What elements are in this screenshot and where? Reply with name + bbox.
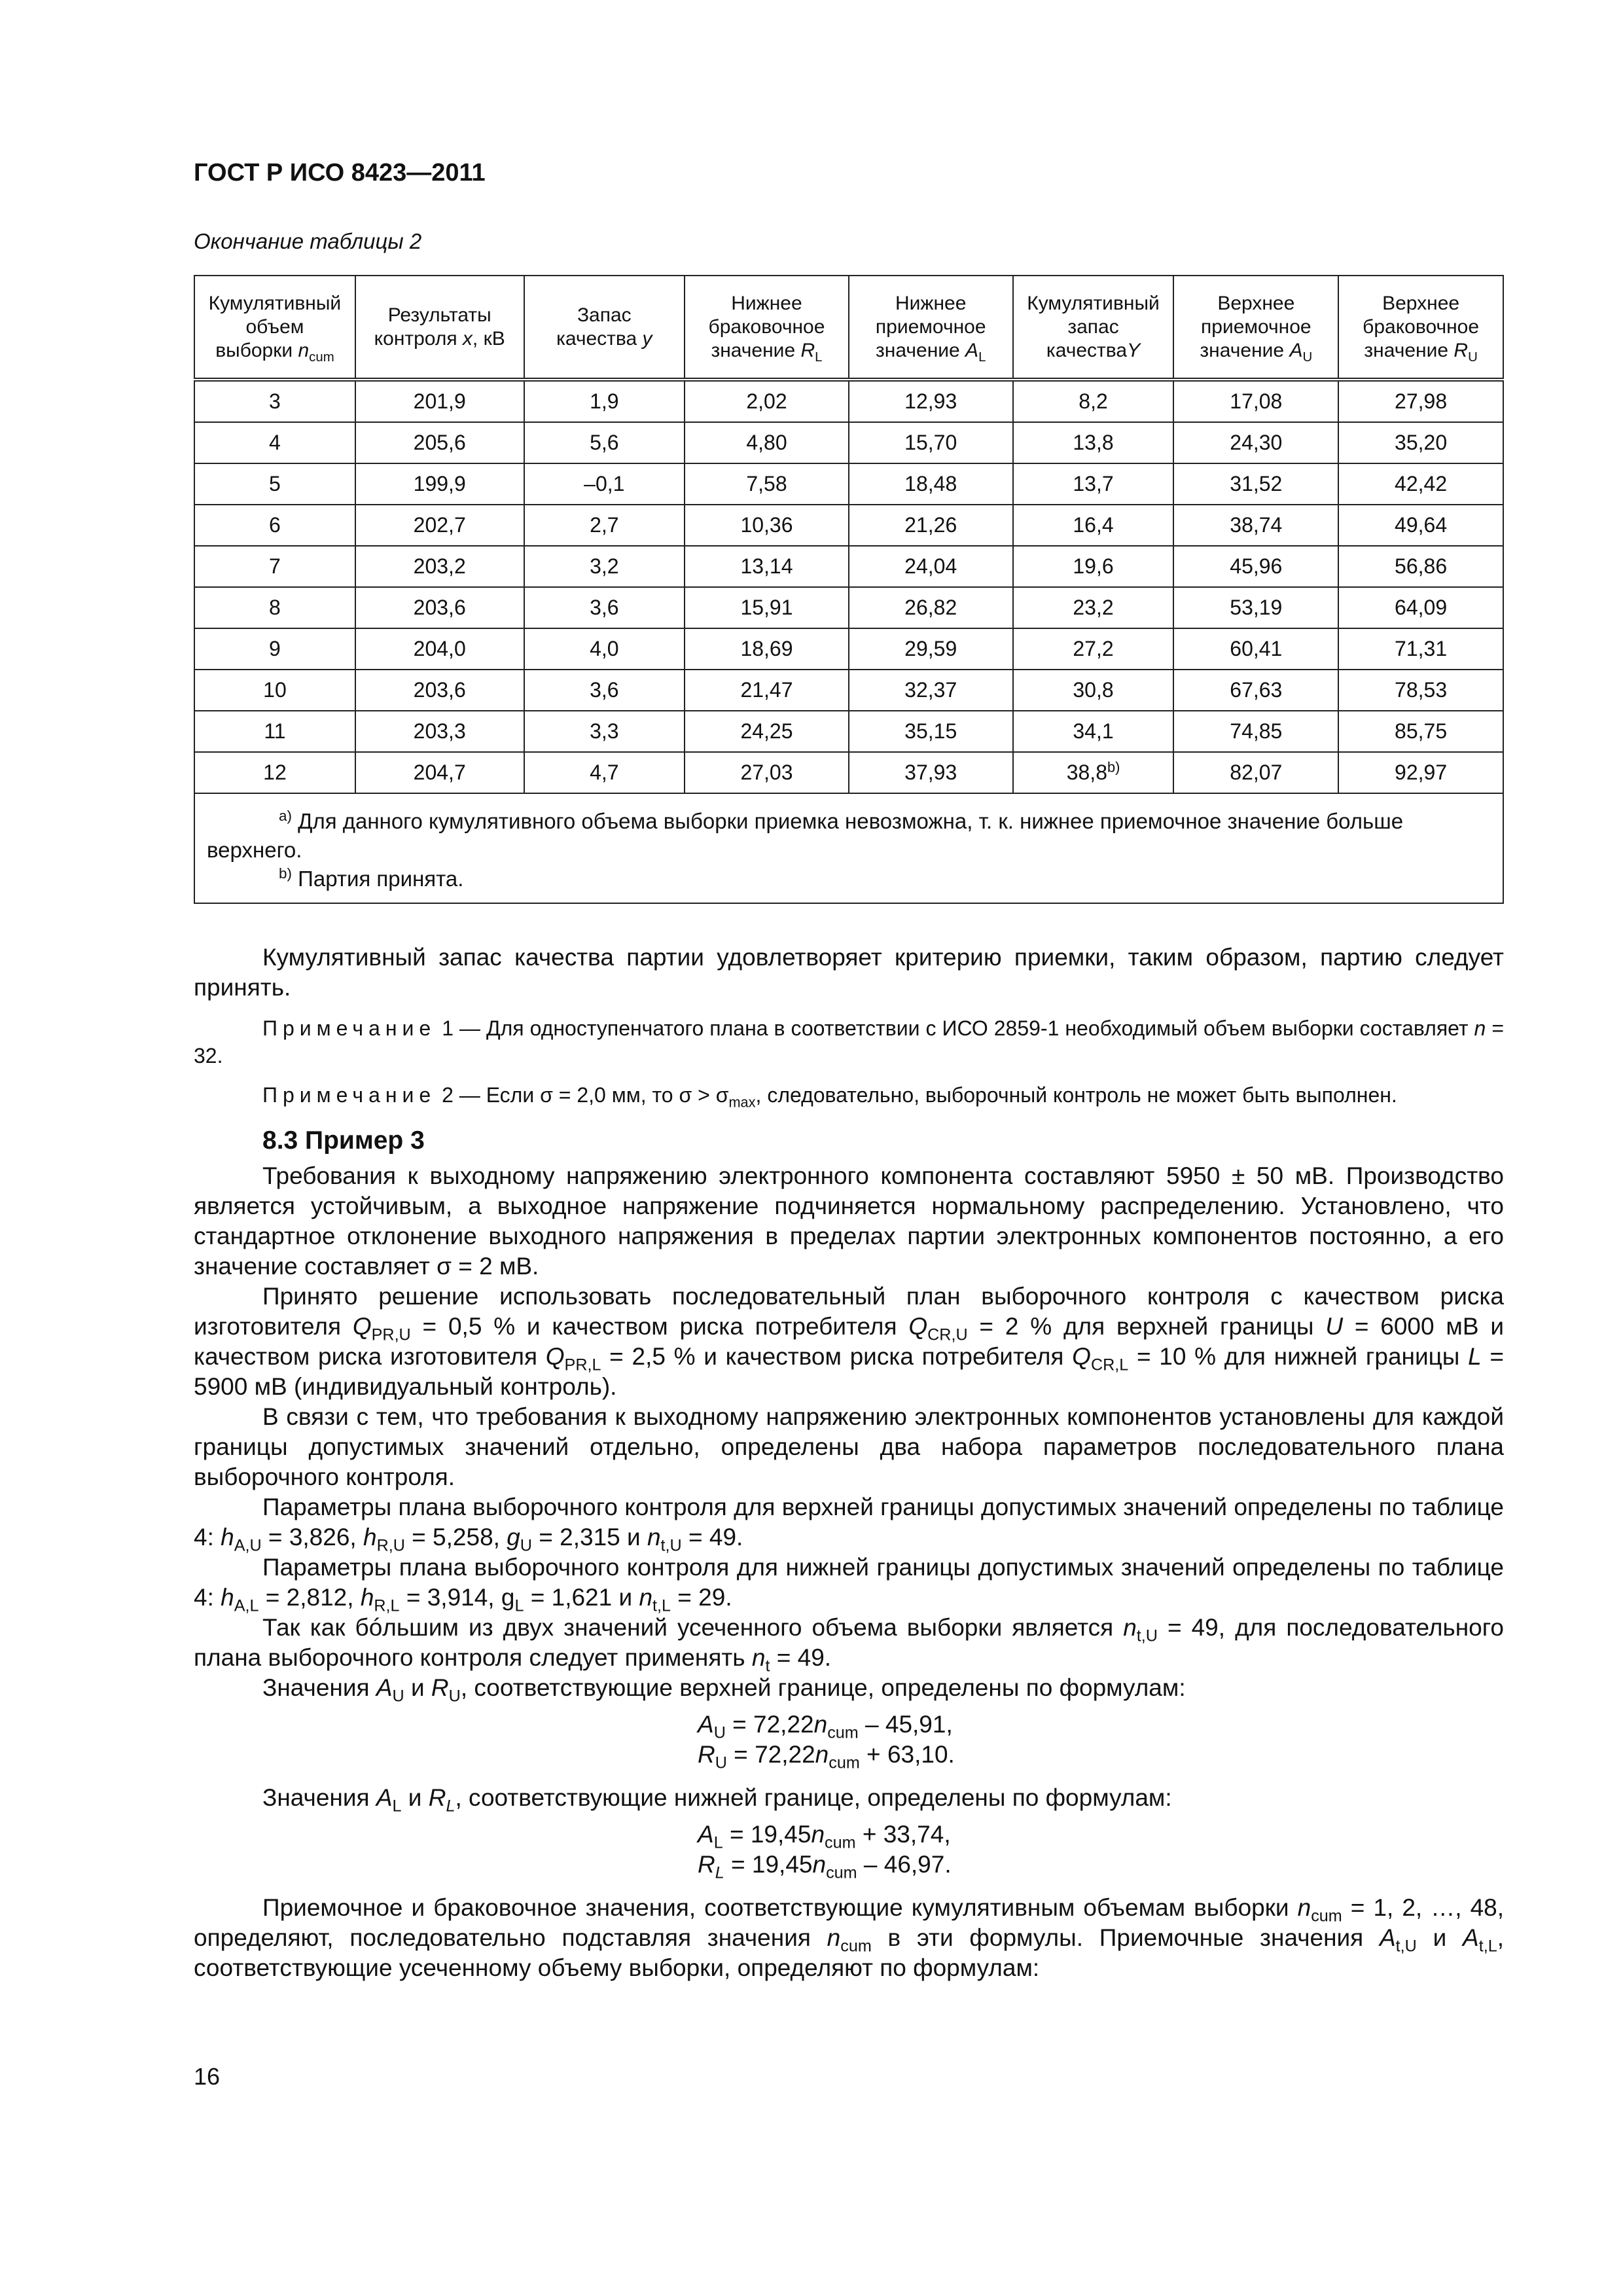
table-row [194, 505, 1503, 546]
table-cell: 31,52 [1173, 463, 1338, 505]
table-row [194, 752, 1503, 793]
paragraph: Приемочное и браковочное значения, соответствующие кумулятивным объемам выборки $n_{cum} = 1$, 2, …, 48, определяют, последовательно подставляя значения $n_{cum}$ в эти формулы. Приемочные значения $A_{t,U}$ и $A_{t,L}$, соответствующие усеченному объему выборки, определяют по формулам: [194, 1894, 1505, 1981]
table-cell: 24,30 [1173, 422, 1338, 463]
table-cell: –0,1 [524, 463, 685, 505]
document-header: ГОСТ Р ИСО 8423—2011 [194, 159, 486, 187]
table-cell: 49,64 [1338, 505, 1503, 546]
table-row [194, 670, 1503, 711]
table-cell: 56,86 [1338, 546, 1503, 587]
paragraph: Значения $A_U$ и $R_U$, соответствующие верхней границе, определены по формулам: [262, 1674, 1186, 1706]
table-cell: 67,63 [1173, 670, 1338, 711]
table-cell: 34,1 [1013, 711, 1174, 752]
table-cell: 4,0 [524, 628, 685, 670]
paragraph: Параметры плана выборочного контроля для нижней границы допустимых значений определены по таблице 4: $h_{A,L} = 2,812$, $h_{R,L} = 3,914$, $g_L = 1,621$ и $n_{t,L} = 29$. [194, 1554, 1504, 1615]
table-cell: 201,9 [355, 380, 524, 422]
table-cell: 53,19 [1173, 587, 1338, 628]
table-cell: 26,82 [849, 587, 1013, 628]
table-cell: 10,36 [685, 505, 849, 546]
column-header: Запас качества y [524, 276, 685, 380]
table-cell: 18,48 [849, 463, 1013, 505]
table-cell: 3,2 [524, 546, 685, 587]
section-title: 8.3 Пример 3 [262, 1126, 425, 1155]
table-row [194, 380, 1503, 422]
table-cell: 71,31 [1338, 628, 1503, 670]
table-cell: 3 [194, 380, 355, 422]
table-cell: 15,70 [849, 422, 1013, 463]
table-cell: 203,6 [355, 587, 524, 628]
table-cell: 199,9 [355, 463, 524, 505]
column-header: Нижнее браковочное значение $R_L$ [685, 276, 849, 380]
table-header-row [194, 276, 1503, 380]
table-cell: 3,6 [524, 670, 685, 711]
table-cell: 13,8 [1013, 422, 1174, 463]
table-cell: 7 [194, 546, 355, 587]
paragraph: В связи с тем, что требования к выходному напряжению электронных компонентов установлены для каждой границы допустимых значений отдельно, определены два набора параметров последовательного плана выборочного контроля. [194, 1403, 1504, 1490]
note-1: Примечание 1 — Для одноступенчатого плана в соответствии с ИСО 2859-1 необходимый объем выборки составляет n = 32. [194, 1016, 1505, 1067]
table-caption: Окончание таблицы 2 [194, 229, 422, 253]
table-row [194, 587, 1503, 628]
formula: $A_U = 72,22n_{cum} - 45,91$, $R_U = 72,22n_{cum} + 63,10$. [698, 1711, 955, 1772]
table-cell: 23,2 [1013, 587, 1174, 628]
table-cell: 203,6 [355, 670, 524, 711]
paragraph: Кумулятивный запас качества партии удовлетворяет критерию приемки, таким образом, партию следует принять. [194, 944, 1504, 1001]
table-cell: 82,07 [1173, 752, 1338, 793]
table-cell: 203,2 [355, 546, 524, 587]
table-cell: 12,93 [849, 380, 1013, 422]
table-row [194, 422, 1503, 463]
footnote-a: Для данного кумулятивного объема выборки приемка невозможна, т. к. нижнее приемочное значение больше верхнего. [207, 809, 1404, 862]
table-cell: 85,75 [1338, 711, 1503, 752]
page-number: 16 [194, 2063, 221, 2090]
column-header: Результаты контроля x, кВ [355, 276, 524, 380]
column-header: Кумулятивный запас качестваY [1013, 276, 1174, 380]
table-cell: 35,15 [849, 711, 1013, 752]
table-cell: 29,59 [849, 628, 1013, 670]
table-cell: 64,09 [1338, 587, 1503, 628]
table-row [194, 546, 1503, 587]
table-cell: 8,2 [1013, 380, 1174, 422]
table-cell: 13,7 [1013, 463, 1174, 505]
table-cell: 17,08 [1173, 380, 1338, 422]
table-footnotes-row [194, 793, 1503, 903]
table-cell: 15,91 [685, 587, 849, 628]
paragraph: Значения $A_L$ и $R_L$, соответствующие нижней границе, определены по формулам: [262, 1784, 1172, 1816]
table-cell: 9 [194, 628, 355, 670]
table-cell: 92,97 [1338, 752, 1503, 793]
table-cell: 2,7 [524, 505, 685, 546]
table-row [194, 628, 1503, 670]
table-cell: 4,7 [524, 752, 685, 793]
table-cell: 4,80 [685, 422, 849, 463]
paragraph: Принято решение использовать последовательный план выборочного контроля с качеством риска изготовителя $Q_{PR,U} = 0,5$ % и качеством риска потребителя $Q_{CR,U} = 2$ % для верхней границы U = 6000 мВ и качеством риска изготовителя $Q_{PR,L} = 2,5$ % и качеством риска потребителя $Q_{CR,L} = 10$ % для нижней границы L = 5900 мВ (индивидуальный контроль). [194, 1283, 1504, 1400]
table-cell: 2,02 [685, 380, 849, 422]
table-cell: 42,42 [1338, 463, 1503, 505]
table-cell: 5 [194, 463, 355, 505]
table-cell: 205,6 [355, 422, 524, 463]
table-cell: 78,53 [1338, 670, 1503, 711]
table-cell: 10 [194, 670, 355, 711]
table-cell: 38,74 [1173, 505, 1338, 546]
footnote-mark: b) [279, 865, 292, 882]
paragraph: Так как бóльшим из двух значений усеченного объема выборки является $n_{t,U} = 49$, для последовательного плана выборочного контроля следует применять $n_t = 49$. [194, 1614, 1504, 1676]
table-cell: 21,47 [685, 670, 849, 711]
table-cell: 24,25 [685, 711, 849, 752]
table-cell: 19,6 [1013, 546, 1174, 587]
table-cell: 30,8 [1013, 670, 1174, 711]
table-cell: 11 [194, 711, 355, 752]
table-cell: 4 [194, 422, 355, 463]
paragraph: Требования к выходному напряжению электронного компонента составляют 5950 ± 50 мВ. Производство является устойчивым, а выходное напряжение подчиняется нормальному распределению. Установлено, что стандартное отклонение выходного напряжения в пределах партии электронных компонентов постоянно, а его значение составляет σ = 2 мВ. [194, 1162, 1504, 1280]
table-cell: 7,58 [685, 463, 849, 505]
footnote-mark: a) [279, 808, 292, 824]
table-cell: 21,26 [849, 505, 1013, 546]
table-cell: 60,41 [1173, 628, 1338, 670]
table-row [194, 463, 1503, 505]
table-cell: 24,04 [849, 546, 1013, 587]
table-cell: 3,6 [524, 587, 685, 628]
table-cell: 18,69 [685, 628, 849, 670]
table-cell: 32,37 [849, 670, 1013, 711]
body-text [194, 942, 1504, 1983]
table-cell: 16,4 [1013, 505, 1174, 546]
table-cell: 12 [194, 752, 355, 793]
table-cell: 3,3 [524, 711, 685, 752]
table-cell: 202,7 [355, 505, 524, 546]
formula: $A_L = 19,45n_{cum} + 33,74$, $R_L = 19,45n_{cum} - 46,97$. [698, 1821, 952, 1882]
column-header: Кумулятивный объем выборки $n_{cum}$ [194, 276, 355, 380]
footnote-mark: b) [1107, 759, 1120, 776]
table-cell: 38,8$^{b)}$ [1013, 752, 1174, 793]
data-table [194, 275, 1504, 904]
table-cell: 27,98 [1338, 380, 1503, 422]
note-2: Примечание 2 — Если σ = 2,0 мм, то $\sigma > \sigma_{max}$, следовательно, выборочный контроль не может быть выполнен. [262, 1083, 1397, 1111]
table-row [194, 711, 1503, 752]
table-footnotes [194, 793, 1503, 903]
table-cell: 204,7 [355, 752, 524, 793]
table-cell: 27,2 [1013, 628, 1174, 670]
table-cell: 74,85 [1173, 711, 1338, 752]
table-cell: 35,20 [1338, 422, 1503, 463]
column-header: Верхнее браковочное значение $R_U$ [1338, 276, 1503, 380]
paragraph: Параметры плана выборочного контроля для верхней границы допустимых значений определены по таблице 4: $h_{A,U} = 3,826$, $h_{R,U} = 5,258$, $g_U = 2,315$ и $n_{t,U} = 49$. [194, 1494, 1504, 1555]
column-header: Нижнее приемочное значение $A_L$ [849, 276, 1013, 380]
table-cell: 8 [194, 587, 355, 628]
table-cell: 37,93 [849, 752, 1013, 793]
table-cell: 1,9 [524, 380, 685, 422]
column-header: Верхнее приемочное значение $A_U$ [1173, 276, 1338, 380]
table-cell: 6 [194, 505, 355, 546]
footnote-b: Партия принята. [298, 867, 464, 891]
table-cell: 13,14 [685, 546, 849, 587]
table-cell: 204,0 [355, 628, 524, 670]
table-cell: 27,03 [685, 752, 849, 793]
table-cell: 5,6 [524, 422, 685, 463]
table-cell: 203,3 [355, 711, 524, 752]
table-cell: 45,96 [1173, 546, 1338, 587]
